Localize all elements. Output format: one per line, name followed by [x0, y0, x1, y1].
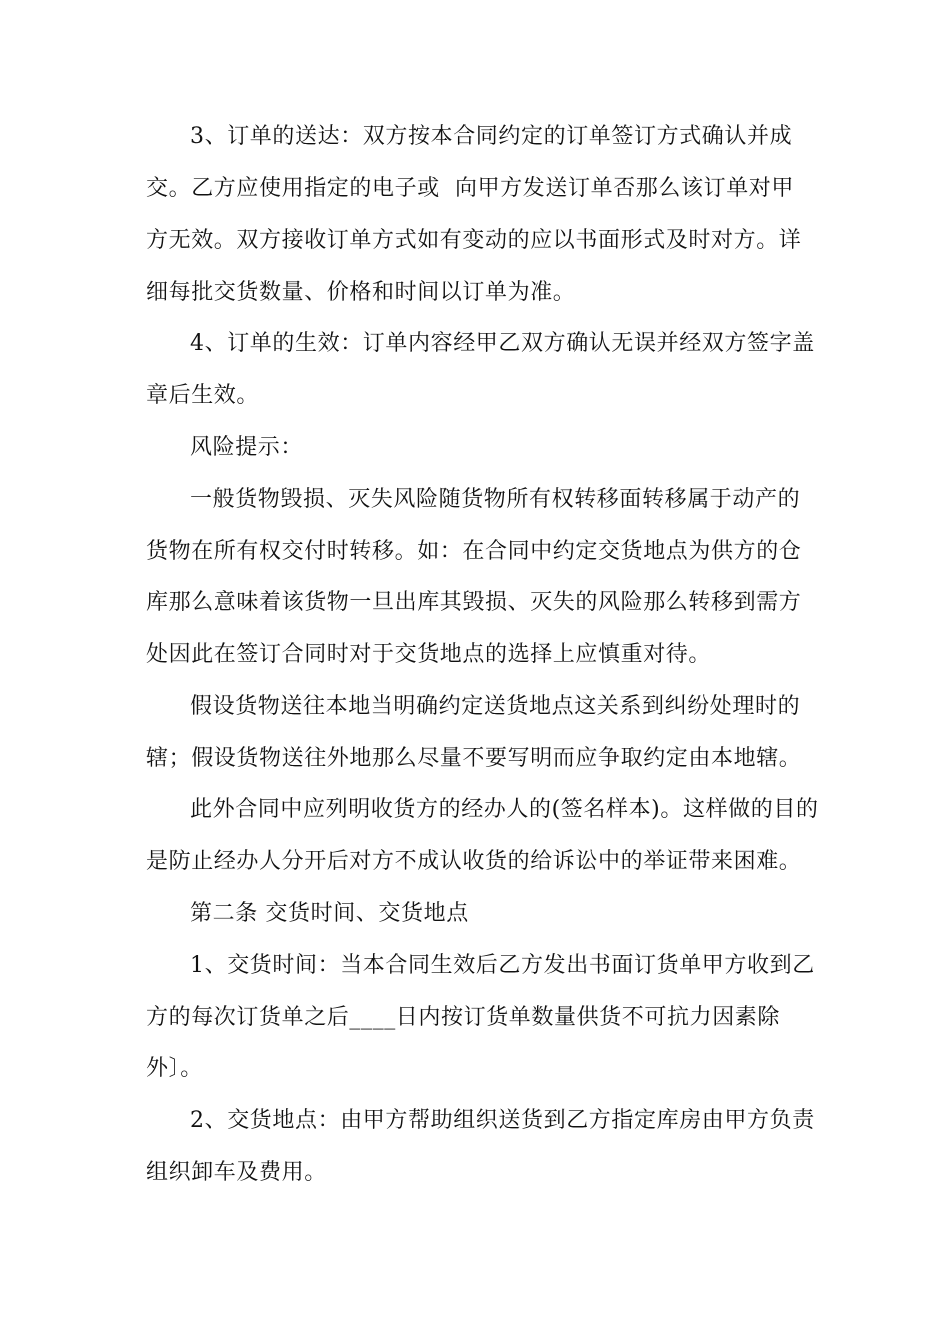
paragraph-line: 库那么意味着该货物一旦出库其毁损、灭失的风险那么转移到需方	[146, 590, 802, 615]
paragraph-line: 3、订单的送达：双方按本合同约定的订单签订方式确认并成	[190, 124, 793, 149]
paragraph-line: 方的每次订货单之后____日内按订货单数量供货不可抗力因素除	[146, 1005, 781, 1030]
paragraph-line: 4、订单的生效：订单内容经甲乙双方确认无误并经双方签字盖	[190, 331, 815, 356]
paragraph-line: 交。乙方应使用指定的电子或 向甲方发送订单否那么该订单对甲	[146, 176, 794, 201]
paragraph-line: 假设货物送往本地当明确约定送货地点这关系到纠纷处理时的	[190, 694, 801, 719]
paragraph-line: 货物在所有权交付时转移。如：在合同中约定交货地点为供方的仓	[146, 539, 802, 564]
paragraph-line: 此外合同中应列明收货方的经办人的(签名样本)。这样做的目的	[190, 797, 819, 822]
paragraph-line: 一般货物毁损、灭失风险随货物所有权转移面转移属于动产的	[190, 487, 801, 512]
paragraph-line: 是防止经办人分开后对方不成认收货的给诉讼中的举证带来困难。	[146, 849, 802, 874]
paragraph-line: 2、交货地点：由甲方帮助组织送货到乙方指定库房由甲方负责	[190, 1108, 815, 1133]
paragraph-line: 方无效。双方接收订单方式如有变动的应以书面形式及时对方。详	[146, 228, 802, 253]
paragraph-line: 章后生效。	[146, 383, 260, 408]
paragraph-line: 辖；假设货物送往外地那么尽量不要写明而应争取约定由本地辖。	[146, 746, 802, 771]
article-heading: 第二条 交货时间、交货地点	[190, 901, 469, 926]
paragraph-line: 1、交货时间：当本合同生效后乙方发出书面订货单甲方收到乙	[190, 953, 815, 978]
section-heading: 风险提示：	[190, 435, 304, 460]
paragraph-line: 处因此在签订合同时对于交货地点的选择上应慎重对待。	[146, 642, 712, 667]
paragraph-line: 外〕。	[146, 1056, 203, 1081]
paragraph-line: 细每批交货数量、价格和时间以订单为准。	[146, 280, 576, 305]
paragraph-line: 组织卸车及费用。	[146, 1160, 327, 1185]
